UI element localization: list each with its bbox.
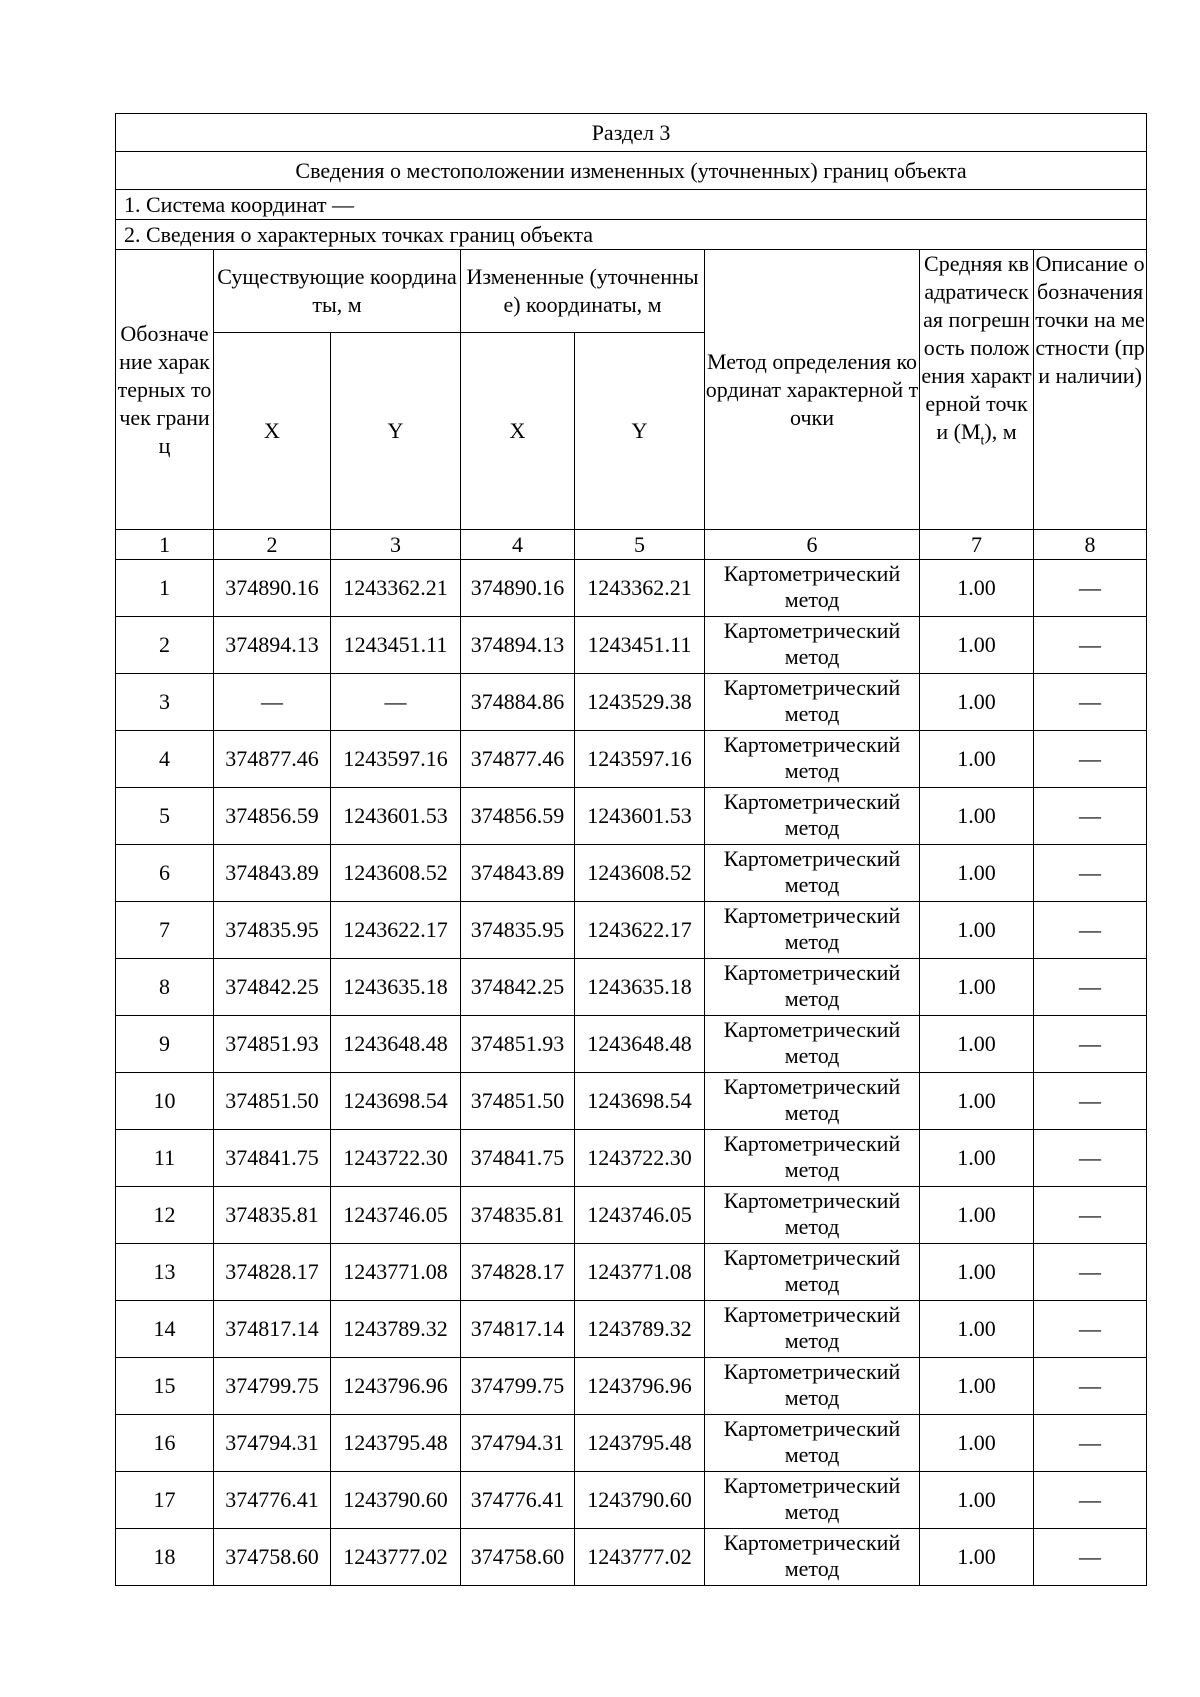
table-row — [116, 788, 1147, 845]
description-cell: — — [1034, 1358, 1147, 1415]
table-row — [116, 674, 1147, 731]
method-cell — [705, 1472, 920, 1529]
existing-x-cell: 374841.75 — [214, 1130, 331, 1187]
existing-x-cell: 374877.46 — [214, 731, 331, 788]
changed-y-cell: 1243451.11 — [575, 617, 705, 674]
method-cell — [705, 959, 920, 1016]
point-number-cell: 1 — [116, 560, 214, 617]
existing-x-cell: 374851.50 — [214, 1073, 331, 1130]
column-number: 2 — [214, 530, 331, 560]
point-number-cell: 11 — [116, 1130, 214, 1187]
method-line-1: Картометрический — [723, 561, 901, 586]
accuracy-cell: 1.00 — [920, 560, 1034, 617]
changed-x-cell: 374758.60 — [461, 1529, 575, 1586]
changed-y-cell: 1243789.32 — [575, 1301, 705, 1358]
existing-x-cell: 374828.17 — [214, 1244, 331, 1301]
column-number: 8 — [1034, 530, 1147, 560]
existing-x-cell: 374799.75 — [214, 1358, 331, 1415]
existing-y-cell: 1243362.21 — [331, 560, 461, 617]
method-line-2: метод — [784, 1271, 840, 1296]
table-row — [116, 731, 1147, 788]
method-line-1: Картометрический — [723, 1188, 901, 1213]
changed-x-cell: 374884.86 — [461, 674, 575, 731]
header-accuracy-unit: ), м — [984, 419, 1017, 444]
method-line-1: Картометрический — [723, 1530, 901, 1555]
table-row — [116, 959, 1147, 1016]
table-row — [116, 1016, 1147, 1073]
changed-y-cell: 1243796.96 — [575, 1358, 705, 1415]
accuracy-cell: 1.00 — [920, 1073, 1034, 1130]
changed-x-cell: 374835.95 — [461, 902, 575, 959]
existing-x-cell: 374894.13 — [214, 617, 331, 674]
description-cell: — — [1034, 788, 1147, 845]
changed-y-cell: 1243795.48 — [575, 1415, 705, 1472]
existing-y-cell: 1243601.53 — [331, 788, 461, 845]
accuracy-cell: 1.00 — [920, 1415, 1034, 1472]
accuracy-cell: 1.00 — [920, 1358, 1034, 1415]
table-row — [116, 1073, 1147, 1130]
point-number-cell: 17 — [116, 1472, 214, 1529]
existing-y-cell: 1243635.18 — [331, 959, 461, 1016]
description-cell: — — [1034, 1073, 1147, 1130]
method-line-2: метод — [784, 1442, 840, 1467]
method-line-1: Картометрический — [723, 1302, 901, 1327]
method-cell — [705, 617, 920, 674]
table-row — [116, 1244, 1147, 1301]
method-cell — [705, 560, 920, 617]
header-changed-coordinates: Измененные (уточненные) координаты, м — [461, 250, 705, 333]
method-cell — [705, 1415, 920, 1472]
method-line-2: метод — [784, 587, 840, 612]
header-point-designation: Обозначение характерных точек границ — [116, 250, 214, 530]
existing-x-cell: 374835.81 — [214, 1187, 331, 1244]
header-existing-y: Y — [331, 333, 461, 530]
existing-y-cell: 1243796.96 — [331, 1358, 461, 1415]
method-line-2: метод — [784, 872, 840, 897]
table-row — [116, 1301, 1147, 1358]
existing-y-cell: 1243597.16 — [331, 731, 461, 788]
point-number-cell: 16 — [116, 1415, 214, 1472]
method-line-2: метод — [784, 644, 840, 669]
point-number-cell: 18 — [116, 1529, 214, 1586]
point-number-cell: 2 — [116, 617, 214, 674]
existing-x-cell: 374890.16 — [214, 560, 331, 617]
method-line-2: метод — [784, 929, 840, 954]
existing-y-cell: 1243608.52 — [331, 845, 461, 902]
column-number: 3 — [331, 530, 461, 560]
column-number: 7 — [920, 530, 1034, 560]
method-line-1: Картометрический — [723, 789, 901, 814]
description-cell: — — [1034, 1529, 1147, 1586]
method-line-2: метод — [784, 701, 840, 726]
description-cell: — — [1034, 1187, 1147, 1244]
existing-y-cell: 1243622.17 — [331, 902, 461, 959]
description-cell: — — [1034, 845, 1147, 902]
existing-x-cell: 374776.41 — [214, 1472, 331, 1529]
method-line-1: Картометрический — [723, 1473, 901, 1498]
method-cell — [705, 902, 920, 959]
column-number: 4 — [461, 530, 575, 560]
point-number-cell: 9 — [116, 1016, 214, 1073]
coordinate-system-line: 1. Система координат — — [116, 190, 1147, 220]
method-line-2: метод — [784, 1214, 840, 1239]
header-changed-x: X — [461, 333, 575, 530]
column-number: 6 — [705, 530, 920, 560]
column-number: 5 — [575, 530, 705, 560]
accuracy-cell: 1.00 — [920, 1130, 1034, 1187]
accuracy-cell: 1.00 — [920, 1529, 1034, 1586]
method-line-1: Картометрический — [723, 1017, 901, 1042]
method-cell — [705, 1358, 920, 1415]
changed-x-cell: 374842.25 — [461, 959, 575, 1016]
existing-x-cell: 374817.14 — [214, 1301, 331, 1358]
method-line-2: метод — [784, 1499, 840, 1524]
method-line-1: Картометрический — [723, 1416, 901, 1441]
accuracy-cell: 1.00 — [920, 1016, 1034, 1073]
changed-y-cell: 1243771.08 — [575, 1244, 705, 1301]
table-row — [116, 1529, 1147, 1586]
description-cell: — — [1034, 617, 1147, 674]
description-cell: — — [1034, 902, 1147, 959]
changed-x-cell: 374877.46 — [461, 731, 575, 788]
point-number-cell: 4 — [116, 731, 214, 788]
method-cell — [705, 1301, 920, 1358]
method-line-1: Картометрический — [723, 1245, 901, 1270]
point-number-cell: 15 — [116, 1358, 214, 1415]
method-line-2: метод — [784, 758, 840, 783]
existing-y-cell: 1243777.02 — [331, 1529, 461, 1586]
method-cell — [705, 788, 920, 845]
changed-y-cell: 1243777.02 — [575, 1529, 705, 1586]
points-heading: 2. Сведения о характерных точках границ объекта — [116, 220, 1147, 250]
description-cell: — — [1034, 1415, 1147, 1472]
method-cell — [705, 1529, 920, 1586]
method-line-2: метод — [784, 1556, 840, 1581]
changed-x-cell: 374799.75 — [461, 1358, 575, 1415]
existing-x-cell: 374856.59 — [214, 788, 331, 845]
description-cell: — — [1034, 959, 1147, 1016]
method-line-1: Картометрический — [723, 903, 901, 928]
method-cell — [705, 1187, 920, 1244]
changed-y-cell: 1243635.18 — [575, 959, 705, 1016]
accuracy-cell: 1.00 — [920, 731, 1034, 788]
method-line-2: метод — [784, 1385, 840, 1410]
accuracy-cell: 1.00 — [920, 902, 1034, 959]
changed-y-cell: 1243648.48 — [575, 1016, 705, 1073]
method-line-1: Картометрический — [723, 618, 901, 643]
changed-y-cell: 1243746.05 — [575, 1187, 705, 1244]
header-description: Описание обозначения точки на местности (при наличии) — [1034, 250, 1147, 530]
changed-y-cell: 1243362.21 — [575, 560, 705, 617]
accuracy-cell: 1.00 — [920, 1301, 1034, 1358]
changed-y-cell: 1243601.53 — [575, 788, 705, 845]
method-cell — [705, 1073, 920, 1130]
point-number-cell: 14 — [116, 1301, 214, 1358]
existing-x-cell: 374851.93 — [214, 1016, 331, 1073]
table-row — [116, 1187, 1147, 1244]
changed-x-cell: 374856.59 — [461, 788, 575, 845]
method-line-1: Картометрический — [723, 1074, 901, 1099]
existing-y-cell: 1243771.08 — [331, 1244, 461, 1301]
changed-x-cell: 374835.81 — [461, 1187, 575, 1244]
existing-y-cell: 1243698.54 — [331, 1073, 461, 1130]
changed-x-cell: 374817.14 — [461, 1301, 575, 1358]
section-title: Раздел 3 — [116, 114, 1147, 152]
method-line-2: метод — [784, 1043, 840, 1068]
table-row — [116, 617, 1147, 674]
boundary-points-table — [115, 113, 1147, 1586]
existing-x-cell: 374842.25 — [214, 959, 331, 1016]
existing-y-cell: 1243451.11 — [331, 617, 461, 674]
header-accuracy-text: Средняя квадратическая погрешность положения характерной точки (M — [921, 251, 1032, 444]
existing-y-cell: 1243746.05 — [331, 1187, 461, 1244]
method-line-1: Картометрический — [723, 675, 901, 700]
table-row — [116, 1358, 1147, 1415]
changed-y-cell: 1243597.16 — [575, 731, 705, 788]
document-sheet — [115, 113, 1146, 1586]
accuracy-cell: 1.00 — [920, 617, 1034, 674]
changed-x-cell: 374894.13 — [461, 617, 575, 674]
accuracy-cell: 1.00 — [920, 959, 1034, 1016]
header-changed-y: Y — [575, 333, 705, 530]
method-line-2: метод — [784, 815, 840, 840]
accuracy-cell: 1.00 — [920, 788, 1034, 845]
point-number-cell: 10 — [116, 1073, 214, 1130]
method-line-1: Картометрический — [723, 1131, 901, 1156]
existing-x-cell: 374835.95 — [214, 902, 331, 959]
existing-x-cell: 374758.60 — [214, 1529, 331, 1586]
header-accuracy-sub: t — [980, 433, 985, 449]
changed-y-cell: 1243722.30 — [575, 1130, 705, 1187]
method-line-2: метод — [784, 1100, 840, 1125]
method-cell — [705, 674, 920, 731]
table-row — [116, 1415, 1147, 1472]
description-cell: — — [1034, 674, 1147, 731]
method-cell — [705, 731, 920, 788]
accuracy-cell: 1.00 — [920, 845, 1034, 902]
description-cell: — — [1034, 1472, 1147, 1529]
header-accuracy — [920, 250, 1034, 530]
table-row — [116, 1130, 1147, 1187]
method-line-2: метод — [784, 1328, 840, 1353]
point-number-cell: 3 — [116, 674, 214, 731]
section-subtitle: Сведения о местоположении измененных (уточненных) границ объекта — [116, 152, 1147, 190]
method-line-1: Картометрический — [723, 846, 901, 871]
table-row — [116, 845, 1147, 902]
point-number-cell: 12 — [116, 1187, 214, 1244]
point-number-cell: 5 — [116, 788, 214, 845]
accuracy-cell: 1.00 — [920, 674, 1034, 731]
method-line-1: Картометрический — [723, 960, 901, 985]
point-number-cell: 7 — [116, 902, 214, 959]
point-number-cell: 13 — [116, 1244, 214, 1301]
changed-x-cell: 374851.93 — [461, 1016, 575, 1073]
changed-x-cell: 374828.17 — [461, 1244, 575, 1301]
method-cell — [705, 1130, 920, 1187]
header-existing-coordinates: Существующие координаты, м — [214, 250, 461, 333]
method-line-2: метод — [784, 986, 840, 1011]
existing-x-cell: 374794.31 — [214, 1415, 331, 1472]
changed-y-cell: 1243608.52 — [575, 845, 705, 902]
description-cell: — — [1034, 1301, 1147, 1358]
method-line-2: метод — [784, 1157, 840, 1182]
column-number: 1 — [116, 530, 214, 560]
existing-y-cell: 1243722.30 — [331, 1130, 461, 1187]
method-cell — [705, 1244, 920, 1301]
changed-x-cell: 374851.50 — [461, 1073, 575, 1130]
existing-x-cell: 374843.89 — [214, 845, 331, 902]
changed-y-cell: 1243790.60 — [575, 1472, 705, 1529]
description-cell: — — [1034, 1016, 1147, 1073]
method-cell — [705, 1016, 920, 1073]
changed-y-cell: 1243698.54 — [575, 1073, 705, 1130]
description-cell: — — [1034, 1244, 1147, 1301]
method-line-1: Картометрический — [723, 1359, 901, 1384]
changed-x-cell: 374841.75 — [461, 1130, 575, 1187]
method-line-1: Картометрический — [723, 732, 901, 757]
changed-y-cell: 1243622.17 — [575, 902, 705, 959]
existing-y-cell: 1243789.32 — [331, 1301, 461, 1358]
description-cell: — — [1034, 731, 1147, 788]
existing-y-cell: — — [331, 674, 461, 731]
header-method: Метод определения координат характерной точки — [705, 250, 920, 530]
method-cell — [705, 845, 920, 902]
existing-x-cell: — — [214, 674, 331, 731]
description-cell: — — [1034, 560, 1147, 617]
table-row — [116, 560, 1147, 617]
accuracy-cell: 1.00 — [920, 1187, 1034, 1244]
changed-y-cell: 1243529.38 — [575, 674, 705, 731]
existing-y-cell: 1243790.60 — [331, 1472, 461, 1529]
table-row — [116, 1472, 1147, 1529]
header-existing-x: X — [214, 333, 331, 530]
description-cell: — — [1034, 1130, 1147, 1187]
accuracy-cell: 1.00 — [920, 1472, 1034, 1529]
changed-x-cell: 374776.41 — [461, 1472, 575, 1529]
table-row — [116, 902, 1147, 959]
changed-x-cell: 374843.89 — [461, 845, 575, 902]
changed-x-cell: 374890.16 — [461, 560, 575, 617]
existing-y-cell: 1243648.48 — [331, 1016, 461, 1073]
point-number-cell: 6 — [116, 845, 214, 902]
changed-x-cell: 374794.31 — [461, 1415, 575, 1472]
accuracy-cell: 1.00 — [920, 1244, 1034, 1301]
point-number-cell: 8 — [116, 959, 214, 1016]
existing-y-cell: 1243795.48 — [331, 1415, 461, 1472]
